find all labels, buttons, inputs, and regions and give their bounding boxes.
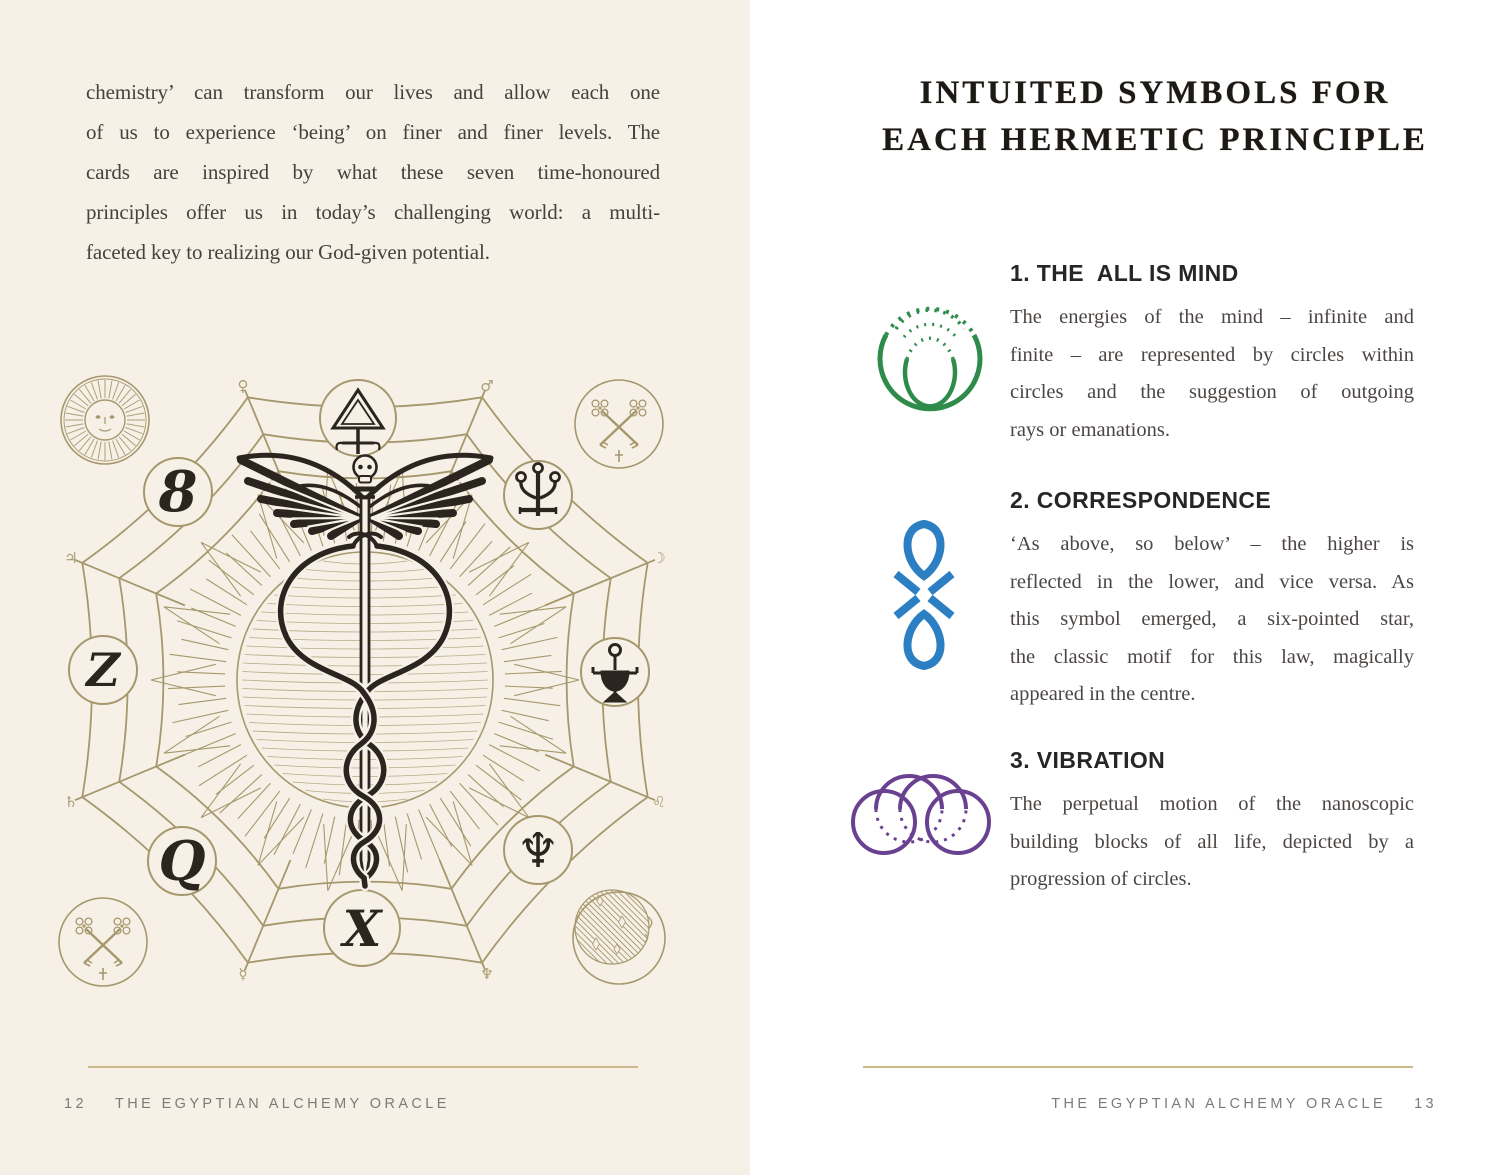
body-line: building blocks of all life, depicted by a [1010, 830, 1414, 853]
zed-medallion [69, 636, 137, 704]
body-line: The energies of the mind – infinite and [1010, 306, 1414, 328]
svg-text:♃: ♃ [64, 549, 78, 567]
svg-text:♄: ♄ [64, 793, 78, 811]
paragraph-line: principles offer us in today’s challenging world: a multi- [86, 200, 660, 224]
section-body [1010, 786, 1414, 899]
chapter-title-line: INTUITED SYMBOLS FOR [919, 75, 1391, 111]
chalice-medallion [581, 638, 649, 706]
page-number: 13 [1414, 1096, 1437, 1112]
section-heading: 2. CORRESPONDENCE [1010, 487, 1272, 513]
section-vibration [1010, 747, 1414, 899]
paragraph-line: cards are inspired by what these seven time-honoured [86, 160, 660, 184]
progression-of-circles-symbol [851, 772, 991, 864]
ex-glyph-icon: X [342, 899, 382, 958]
queue-medallion [148, 827, 216, 895]
footer-rule [863, 1066, 1413, 1068]
neptune-medallion [504, 816, 572, 884]
body-line: the classic motif for this law, magically [1010, 645, 1414, 668]
crossed-keys-icon [59, 898, 147, 986]
body-line: appeared in the centre. [1010, 683, 1196, 706]
section-heading: 1. THE ALL IS MIND [1010, 260, 1239, 286]
crescent-moon-icon [545, 860, 679, 994]
eight-glyph-icon: 8 [158, 459, 198, 525]
body-line: this symbol emerged, a six-pointed star, [1010, 608, 1414, 631]
running-title: THE EGYPTIAN ALCHEMY ORACLE [1051, 1096, 1387, 1112]
ex-medallion [324, 890, 400, 966]
section-body [1010, 299, 1414, 449]
body-line: progression of circles. [1010, 868, 1192, 891]
section-heading: 3. VIBRATION [1010, 747, 1166, 773]
svg-text:☿: ☿ [238, 965, 248, 983]
sun-face-icon [61, 376, 149, 464]
section-body [1010, 526, 1414, 714]
running-title: THE EGYPTIAN ALCHEMY ORACLE [114, 1096, 450, 1112]
body-line: rays or emanations. [1010, 418, 1170, 441]
paragraph-line: of us to experience ‘being’ on finer and finer levels. The [86, 120, 660, 144]
caduceus-alchemy-emblem [15, 340, 715, 1040]
section-correspondence [1010, 487, 1414, 714]
body-line: circles and the suggestion of outgoing [1010, 381, 1414, 404]
body-line: ‘As above, so below’ – the higher is [1010, 533, 1414, 555]
svg-text:♂: ♂ [480, 377, 494, 395]
body-paragraph [86, 72, 660, 272]
page-number: 12 [64, 1096, 87, 1112]
svg-text:♀: ♀ [237, 377, 249, 395]
svg-text:♆: ♆ [480, 965, 494, 983]
right-page [750, 0, 1500, 1175]
page-footer [1051, 1096, 1437, 1112]
zed-glyph-icon: Z [86, 643, 120, 697]
body-line: The perpetual motion of the nanoscopic [1010, 793, 1414, 815]
footer-rule [88, 1066, 638, 1068]
chapter-title-line: EACH HERMETIC PRINCIPLE [882, 122, 1428, 158]
crown-triangle-medallion [320, 380, 396, 456]
paragraph-line: faceted key to realizing our God-given potential. [86, 240, 490, 264]
body-line: reflected in the lower, and vice versa. As [1010, 570, 1414, 593]
trident-medallion [504, 461, 572, 529]
paragraph-line: chemistry’ can transform our lives and allow each one [86, 80, 660, 104]
skull-icon [352, 456, 378, 498]
svg-text:☽: ☽ [652, 549, 666, 567]
chapter-title [850, 70, 1460, 164]
circles-within-circles-symbol [871, 295, 989, 417]
eight-medallion [144, 458, 212, 526]
mirrored-ribbon-loops-symbol [884, 514, 964, 676]
section-all-is-mind [1010, 260, 1414, 449]
neptune-glyph-icon: ♆ [516, 823, 560, 879]
queue-glyph-icon: Q [158, 829, 206, 893]
body-line: finite – are represented by circles within [1010, 343, 1414, 366]
crossed-keys-icon [575, 380, 663, 468]
page-footer [64, 1096, 450, 1112]
svg-text:♌: ♌ [652, 793, 666, 811]
